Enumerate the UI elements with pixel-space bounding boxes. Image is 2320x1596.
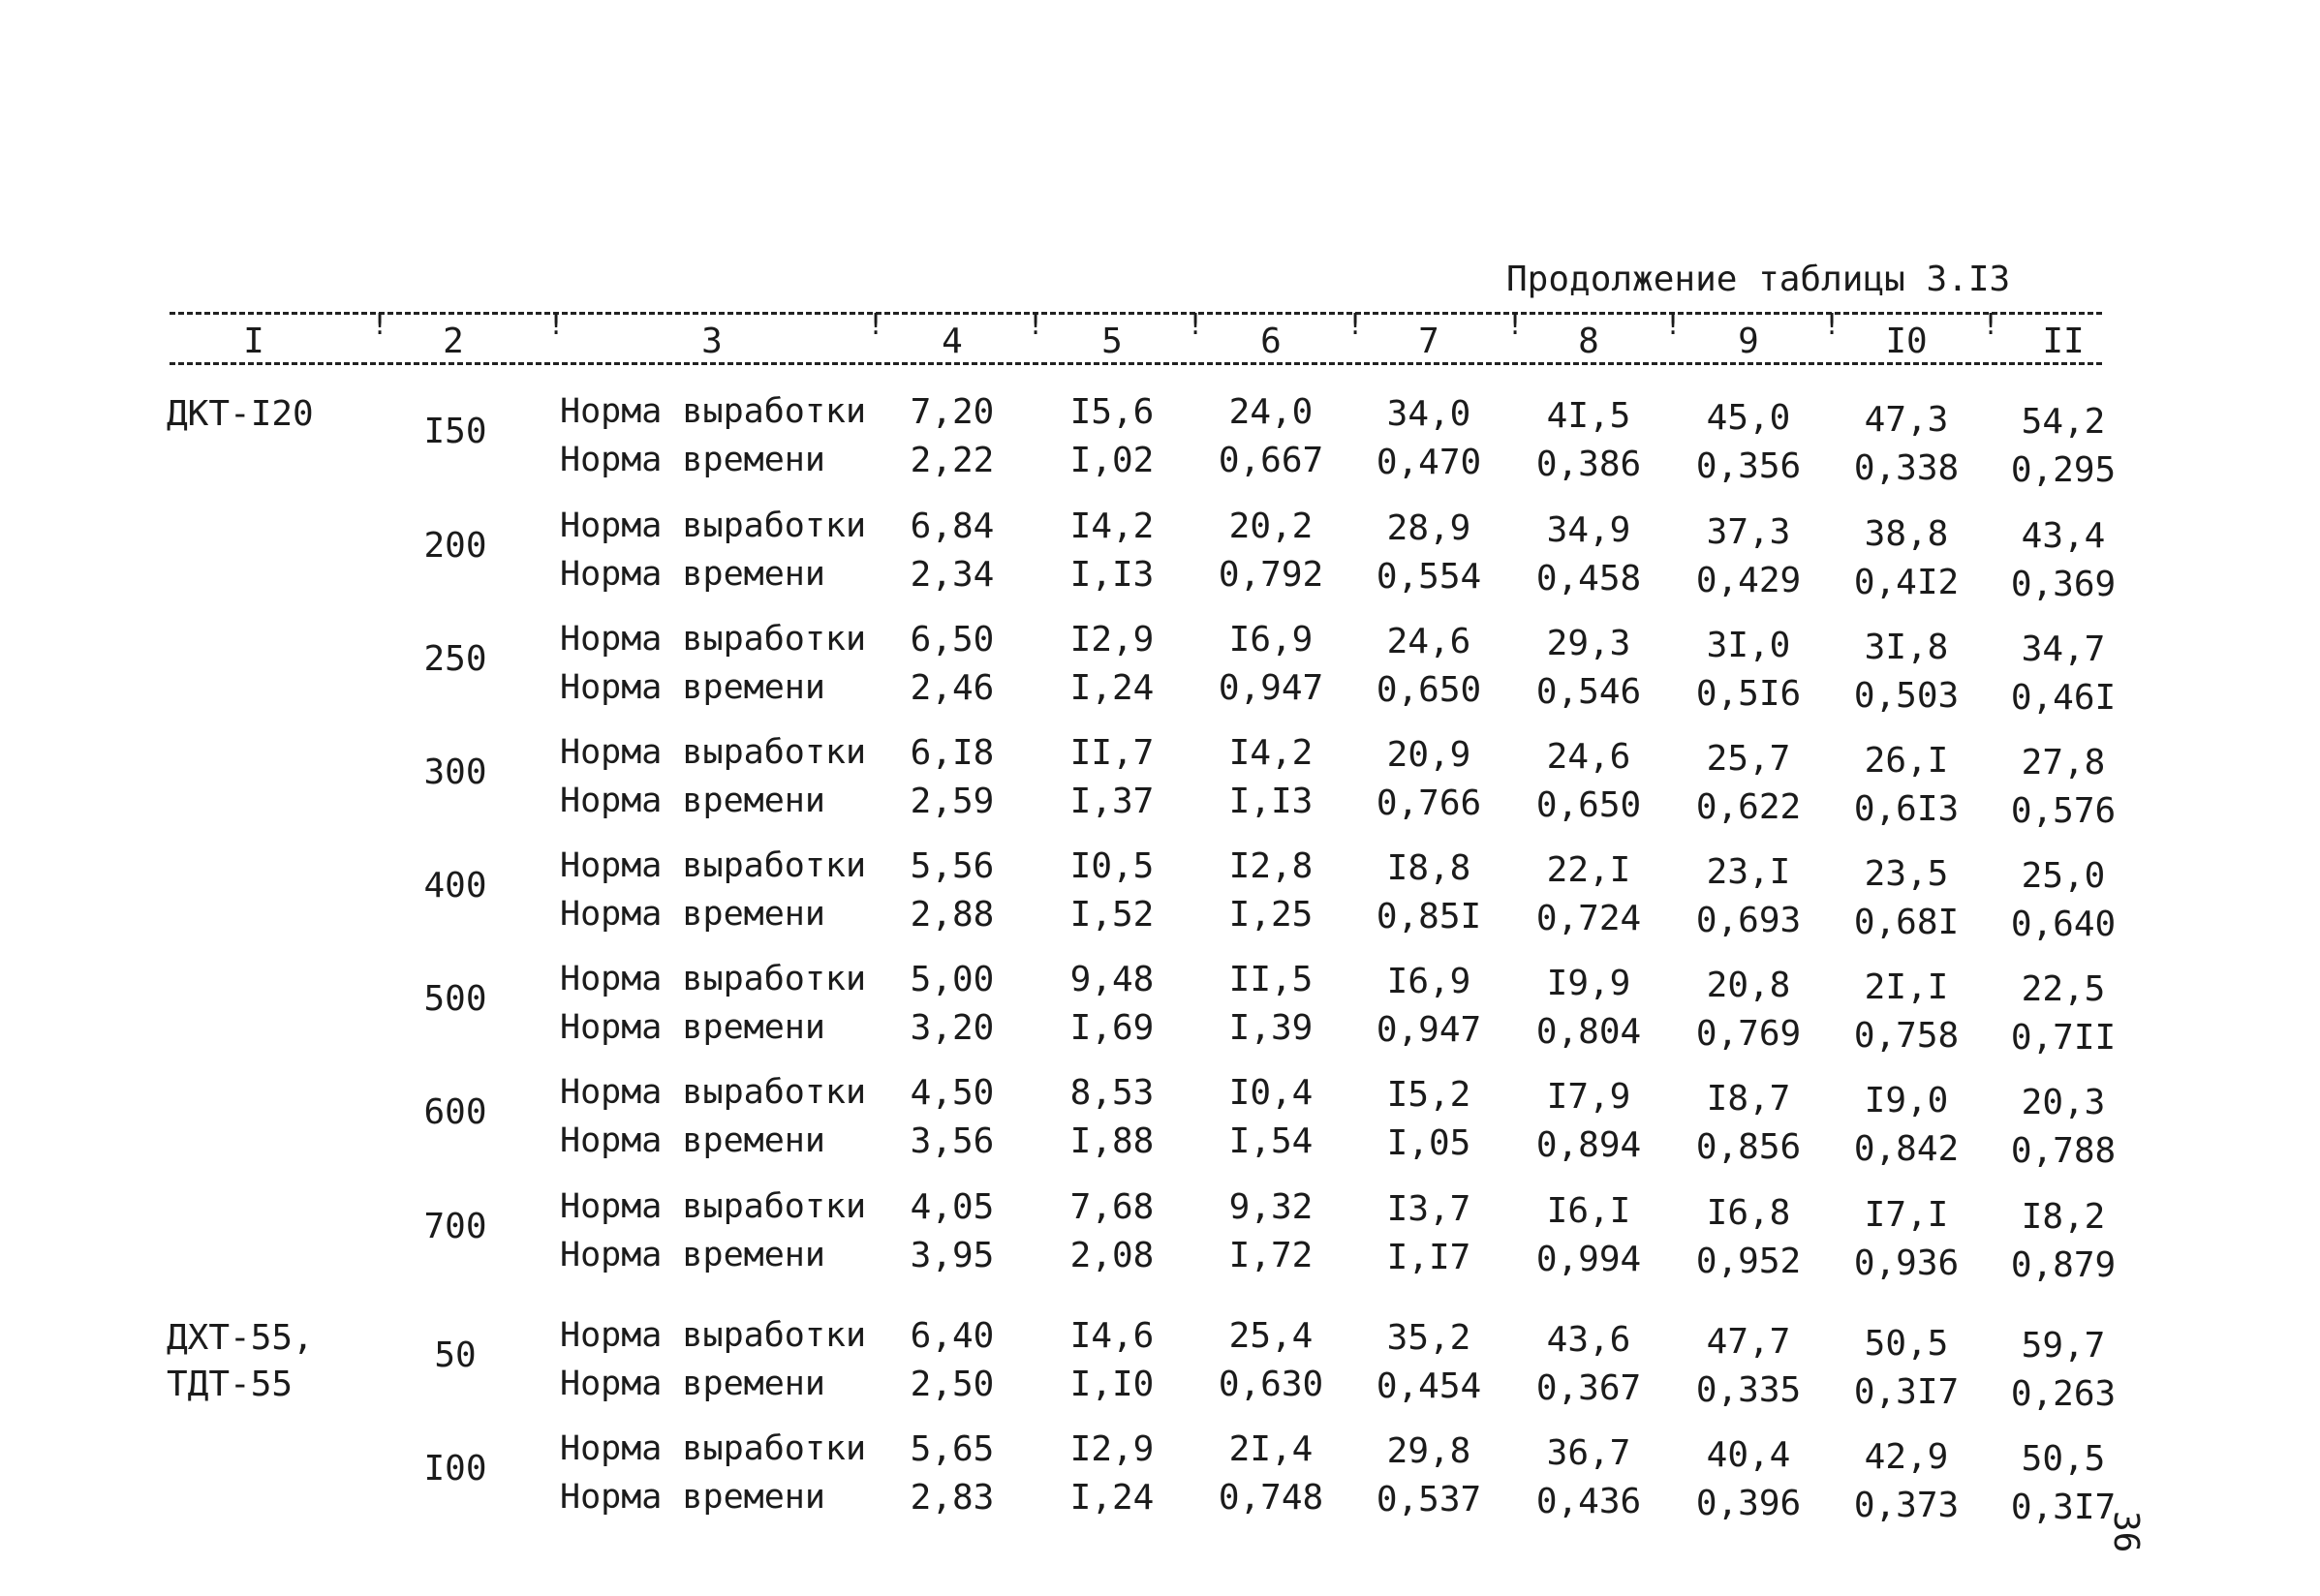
time-value-cell: 0,7II: [2010, 1018, 2117, 1058]
time-value-cell: I,I0: [1069, 1365, 1155, 1404]
time-value-cell: 0,3I7: [1853, 1372, 1960, 1412]
output-value-cell: I5,2: [1386, 1075, 1471, 1115]
output-value-cell: I9,0: [1864, 1081, 1949, 1120]
output-value-cell: 5,56: [910, 846, 995, 886]
time-value-cell: 0,947: [1218, 668, 1324, 708]
time-value-cell: 2,34: [910, 555, 995, 595]
output-value-cell: 47,7: [1706, 1322, 1791, 1362]
output-value-cell: 24,6: [1386, 622, 1471, 661]
norm-time-label: Норма времени: [560, 1121, 825, 1160]
time-value-cell: 0,766: [1376, 783, 1482, 823]
time-value-cell: 0,458: [1535, 559, 1642, 598]
norm-output-label: Норма выработки: [560, 1073, 867, 1112]
machine-label-second-line: ТДТ-55: [167, 1365, 294, 1404]
time-value-cell: 0,263: [2010, 1374, 2117, 1414]
time-value-cell: I,39: [1228, 1008, 1314, 1048]
time-value-cell: 0,546: [1535, 672, 1642, 712]
time-value-cell: 0,630: [1218, 1365, 1324, 1404]
time-value-cell: I,54: [1228, 1121, 1314, 1161]
time-value-cell: I,24: [1069, 668, 1155, 708]
machine-label: ДКТ-I20: [167, 394, 314, 434]
output-value-cell: 22,I: [1546, 850, 1631, 890]
output-value-cell: 40,4: [1706, 1435, 1791, 1475]
header-separator: !: [1506, 308, 1525, 342]
time-value-cell: 0,936: [1853, 1243, 1960, 1283]
norm-time-label: Норма времени: [560, 1365, 825, 1403]
norm-time-label: Норма времени: [560, 895, 825, 934]
output-value-cell: 36,7: [1546, 1433, 1631, 1473]
output-value-cell: 45,0: [1706, 398, 1791, 438]
norm-time-label: Норма времени: [560, 1236, 825, 1274]
size-cell: 300: [423, 752, 487, 792]
time-value-cell: 0,537: [1376, 1480, 1482, 1519]
output-value-cell: 6,84: [910, 506, 995, 546]
header-separator: !: [1346, 308, 1365, 342]
time-value-cell: 0,894: [1535, 1125, 1642, 1165]
output-value-cell: 9,32: [1228, 1187, 1314, 1227]
output-value-cell: 34,0: [1386, 394, 1471, 434]
time-value-cell: 0,396: [1695, 1484, 1802, 1523]
time-value-cell: 0,693: [1695, 901, 1802, 940]
time-value-cell: 0,994: [1535, 1240, 1642, 1279]
norm-time-label: Норма времени: [560, 555, 825, 594]
time-value-cell: 0,879: [2010, 1245, 2117, 1285]
time-value-cell: I,25: [1228, 895, 1314, 935]
size-cell: 200: [423, 526, 487, 566]
header-top-rule: [170, 312, 2102, 315]
time-value-cell: 3,20: [910, 1008, 995, 1048]
output-value-cell: 43,6: [1546, 1320, 1631, 1360]
size-cell: 600: [423, 1092, 487, 1132]
norm-output-label: Норма выработки: [560, 1429, 867, 1468]
header-col-1: I: [243, 322, 264, 361]
output-value-cell: 59,7: [2021, 1326, 2106, 1366]
time-value-cell: 0,436: [1535, 1482, 1642, 1521]
time-value-cell: 0,6I3: [1853, 789, 1960, 829]
header-separator: !: [1823, 308, 1841, 342]
output-value-cell: 5,00: [910, 960, 995, 999]
output-value-cell: 2I,I: [1864, 967, 1949, 1007]
size-cell: 500: [423, 979, 487, 1019]
size-cell: 700: [423, 1207, 487, 1246]
size-cell: 250: [423, 639, 487, 679]
header-separator: !: [867, 308, 885, 342]
output-value-cell: 26,I: [1864, 741, 1949, 781]
time-value-cell: 0,46I: [2010, 678, 2117, 718]
size-cell: 50: [434, 1335, 477, 1375]
output-value-cell: I0,5: [1069, 846, 1155, 886]
norm-output-label: Норма выработки: [560, 1316, 867, 1355]
time-value-cell: 0,367: [1535, 1368, 1642, 1408]
time-value-cell: I,69: [1069, 1008, 1155, 1048]
output-value-cell: 34,9: [1546, 510, 1631, 550]
norm-time-label: Норма времени: [560, 782, 825, 820]
time-value-cell: 3,56: [910, 1121, 995, 1161]
time-value-cell: 0,788: [2010, 1131, 2117, 1171]
output-value-cell: 6,50: [910, 620, 995, 660]
output-value-cell: I3,7: [1386, 1189, 1471, 1229]
header-separator: !: [371, 308, 389, 342]
output-value-cell: 7,68: [1069, 1187, 1155, 1227]
size-cell: 400: [423, 866, 487, 905]
size-cell: I50: [423, 412, 487, 451]
time-value-cell: I,I3: [1069, 555, 1155, 595]
output-value-cell: I4,2: [1069, 506, 1155, 546]
output-value-cell: 34,7: [2021, 629, 2106, 669]
time-value-cell: I,52: [1069, 895, 1155, 935]
output-value-cell: 25,0: [2021, 856, 2106, 896]
time-value-cell: 0,335: [1695, 1370, 1802, 1410]
header-col-2: 2: [443, 322, 464, 361]
time-value-cell: 0,68I: [1853, 903, 1960, 942]
time-value-cell: 0,356: [1695, 446, 1802, 486]
output-value-cell: 38,8: [1864, 514, 1949, 554]
output-value-cell: 20,9: [1386, 735, 1471, 775]
output-value-cell: 6,I8: [910, 733, 995, 773]
output-value-cell: I8,7: [1706, 1079, 1791, 1119]
output-value-cell: 20,8: [1706, 966, 1791, 1005]
time-value-cell: 0,454: [1376, 1366, 1482, 1406]
time-value-cell: 3,95: [910, 1236, 995, 1275]
header-separator: !: [1664, 308, 1683, 342]
header-col-3: 3: [701, 322, 723, 361]
time-value-cell: 0,748: [1218, 1478, 1324, 1518]
time-value-cell: I,88: [1069, 1121, 1155, 1161]
output-value-cell: I8,2: [2021, 1197, 2106, 1237]
output-value-cell: 20,3: [2021, 1083, 2106, 1122]
time-value-cell: 0,295: [2010, 450, 2117, 490]
time-value-cell: 0,667: [1218, 441, 1324, 480]
output-value-cell: 54,2: [2021, 402, 2106, 442]
time-value-cell: 2,50: [910, 1365, 995, 1404]
time-value-cell: 0,338: [1853, 448, 1960, 488]
time-value-cell: 0,85I: [1376, 897, 1482, 936]
time-value-cell: 0,503: [1853, 676, 1960, 716]
norm-output-label: Норма выработки: [560, 733, 867, 772]
time-value-cell: 2,88: [910, 895, 995, 935]
output-value-cell: 3I,0: [1706, 626, 1791, 665]
output-value-cell: 43,4: [2021, 516, 2106, 556]
time-value-cell: I,I7: [1386, 1238, 1471, 1277]
output-value-cell: 35,2: [1386, 1318, 1471, 1358]
time-value-cell: 0,3I7: [2010, 1488, 2117, 1527]
time-value-cell: 2,59: [910, 782, 995, 821]
output-value-cell: I2,9: [1069, 620, 1155, 660]
output-value-cell: 23,5: [1864, 854, 1949, 894]
output-value-cell: 22,5: [2021, 969, 2106, 1009]
output-value-cell: 24,6: [1546, 737, 1631, 777]
output-value-cell: I7,I: [1864, 1195, 1949, 1235]
output-value-cell: I2,8: [1228, 846, 1314, 886]
output-value-cell: 2I,4: [1228, 1429, 1314, 1469]
time-value-cell: 0,373: [1853, 1486, 1960, 1525]
output-value-cell: I5,6: [1069, 392, 1155, 432]
output-value-cell: 4,50: [910, 1073, 995, 1113]
time-value-cell: 0,5I6: [1695, 674, 1802, 714]
output-value-cell: I8,8: [1386, 848, 1471, 888]
output-value-cell: I6,8: [1706, 1193, 1791, 1233]
output-value-cell: I0,4: [1228, 1073, 1314, 1113]
header-separator: !: [1187, 308, 1205, 342]
time-value-cell: I,72: [1228, 1236, 1314, 1275]
time-value-cell: 0,640: [2010, 905, 2117, 944]
norm-output-label: Норма выработки: [560, 392, 867, 431]
output-value-cell: 6,40: [910, 1316, 995, 1356]
time-value-cell: I,05: [1386, 1123, 1471, 1163]
output-value-cell: I4,2: [1228, 733, 1314, 773]
time-value-cell: 2,22: [910, 441, 995, 480]
norm-output-label: Норма выработки: [560, 846, 867, 885]
time-value-cell: 0,554: [1376, 557, 1482, 597]
output-value-cell: 7,20: [910, 392, 995, 432]
output-value-cell: 25,4: [1228, 1316, 1314, 1356]
output-value-cell: 20,2: [1228, 506, 1314, 546]
norm-output-label: Норма выработки: [560, 1187, 867, 1226]
time-value-cell: 2,83: [910, 1478, 995, 1518]
output-value-cell: 37,3: [1706, 512, 1791, 552]
machine-label: ДХТ-55,: [167, 1318, 314, 1358]
time-value-cell: I,24: [1069, 1478, 1155, 1518]
header-col-11: II: [2042, 322, 2085, 361]
time-value-cell: 0,429: [1695, 561, 1802, 600]
header-bottom-rule: [170, 362, 2102, 365]
time-value-cell: 0,856: [1695, 1127, 1802, 1167]
header-col-8: 8: [1578, 322, 1599, 361]
output-value-cell: 23,I: [1706, 852, 1791, 892]
output-value-cell: II,5: [1228, 960, 1314, 999]
output-value-cell: 4,05: [910, 1187, 995, 1227]
output-value-cell: I6,I: [1546, 1191, 1631, 1231]
header-separator: !: [1027, 308, 1045, 342]
output-value-cell: I7,9: [1546, 1077, 1631, 1117]
size-cell: I00: [423, 1449, 487, 1489]
time-value-cell: I,I3: [1228, 782, 1314, 821]
output-value-cell: 28,9: [1386, 508, 1471, 548]
time-value-cell: 2,46: [910, 668, 995, 708]
norm-time-label: Норма времени: [560, 1478, 825, 1517]
output-value-cell: I6,9: [1386, 962, 1471, 1001]
table-caption: Продолжение таблицы 3.I3: [1506, 260, 2011, 299]
time-value-cell: 0,804: [1535, 1012, 1642, 1052]
output-value-cell: I4,6: [1069, 1316, 1155, 1356]
output-value-cell: 42,9: [1864, 1437, 1949, 1477]
time-value-cell: 2,08: [1069, 1236, 1155, 1275]
output-value-cell: 8,53: [1069, 1073, 1155, 1113]
output-value-cell: 3I,8: [1864, 628, 1949, 667]
norm-time-label: Норма времени: [560, 441, 825, 479]
output-value-cell: 29,8: [1386, 1431, 1471, 1471]
time-value-cell: 0,576: [2010, 791, 2117, 831]
time-value-cell: 0,842: [1853, 1129, 1960, 1169]
time-value-cell: 0,4I2: [1853, 563, 1960, 602]
output-value-cell: II,7: [1069, 733, 1155, 773]
time-value-cell: 0,792: [1218, 555, 1324, 595]
header-separator: !: [547, 308, 566, 342]
time-value-cell: I,02: [1069, 441, 1155, 480]
header-col-4: 4: [942, 322, 963, 361]
norm-output-label: Норма выработки: [560, 620, 867, 659]
time-value-cell: 0,650: [1376, 670, 1482, 710]
output-value-cell: 27,8: [2021, 743, 2106, 783]
norm-output-label: Норма выработки: [560, 506, 867, 545]
time-value-cell: 0,369: [2010, 565, 2117, 604]
time-value-cell: 0,650: [1535, 785, 1642, 825]
header-col-7: 7: [1418, 322, 1439, 361]
output-value-cell: 4I,5: [1546, 396, 1631, 436]
output-value-cell: 9,48: [1069, 960, 1155, 999]
output-value-cell: I6,9: [1228, 620, 1314, 660]
time-value-cell: 0,386: [1535, 445, 1642, 484]
norm-output-label: Норма выработки: [560, 960, 867, 998]
time-value-cell: 0,952: [1695, 1242, 1802, 1281]
output-value-cell: I2,9: [1069, 1429, 1155, 1469]
page-number: 36: [2106, 1511, 2146, 1553]
output-value-cell: 50,5: [1864, 1324, 1949, 1364]
output-value-cell: 47,3: [1864, 400, 1949, 440]
output-value-cell: 25,7: [1706, 739, 1791, 779]
time-value-cell: 0,947: [1376, 1010, 1482, 1050]
output-value-cell: 5,65: [910, 1429, 995, 1469]
output-value-cell: I9,9: [1546, 964, 1631, 1003]
time-value-cell: 0,769: [1695, 1014, 1802, 1054]
norm-time-label: Норма времени: [560, 1008, 825, 1047]
header-separator: !: [1982, 308, 2000, 342]
output-value-cell: 50,5: [2021, 1439, 2106, 1479]
time-value-cell: 0,724: [1535, 899, 1642, 938]
header-col-9: 9: [1738, 322, 1759, 361]
time-value-cell: 0,622: [1695, 787, 1802, 827]
time-value-cell: 0,758: [1853, 1016, 1960, 1056]
header-col-6: 6: [1260, 322, 1282, 361]
output-value-cell: 29,3: [1546, 624, 1631, 663]
norm-time-label: Норма времени: [560, 668, 825, 707]
time-value-cell: I,37: [1069, 782, 1155, 821]
output-value-cell: 24,0: [1228, 392, 1314, 432]
time-value-cell: 0,470: [1376, 443, 1482, 482]
header-col-5: 5: [1101, 322, 1123, 361]
header-col-10: I0: [1885, 322, 1928, 361]
